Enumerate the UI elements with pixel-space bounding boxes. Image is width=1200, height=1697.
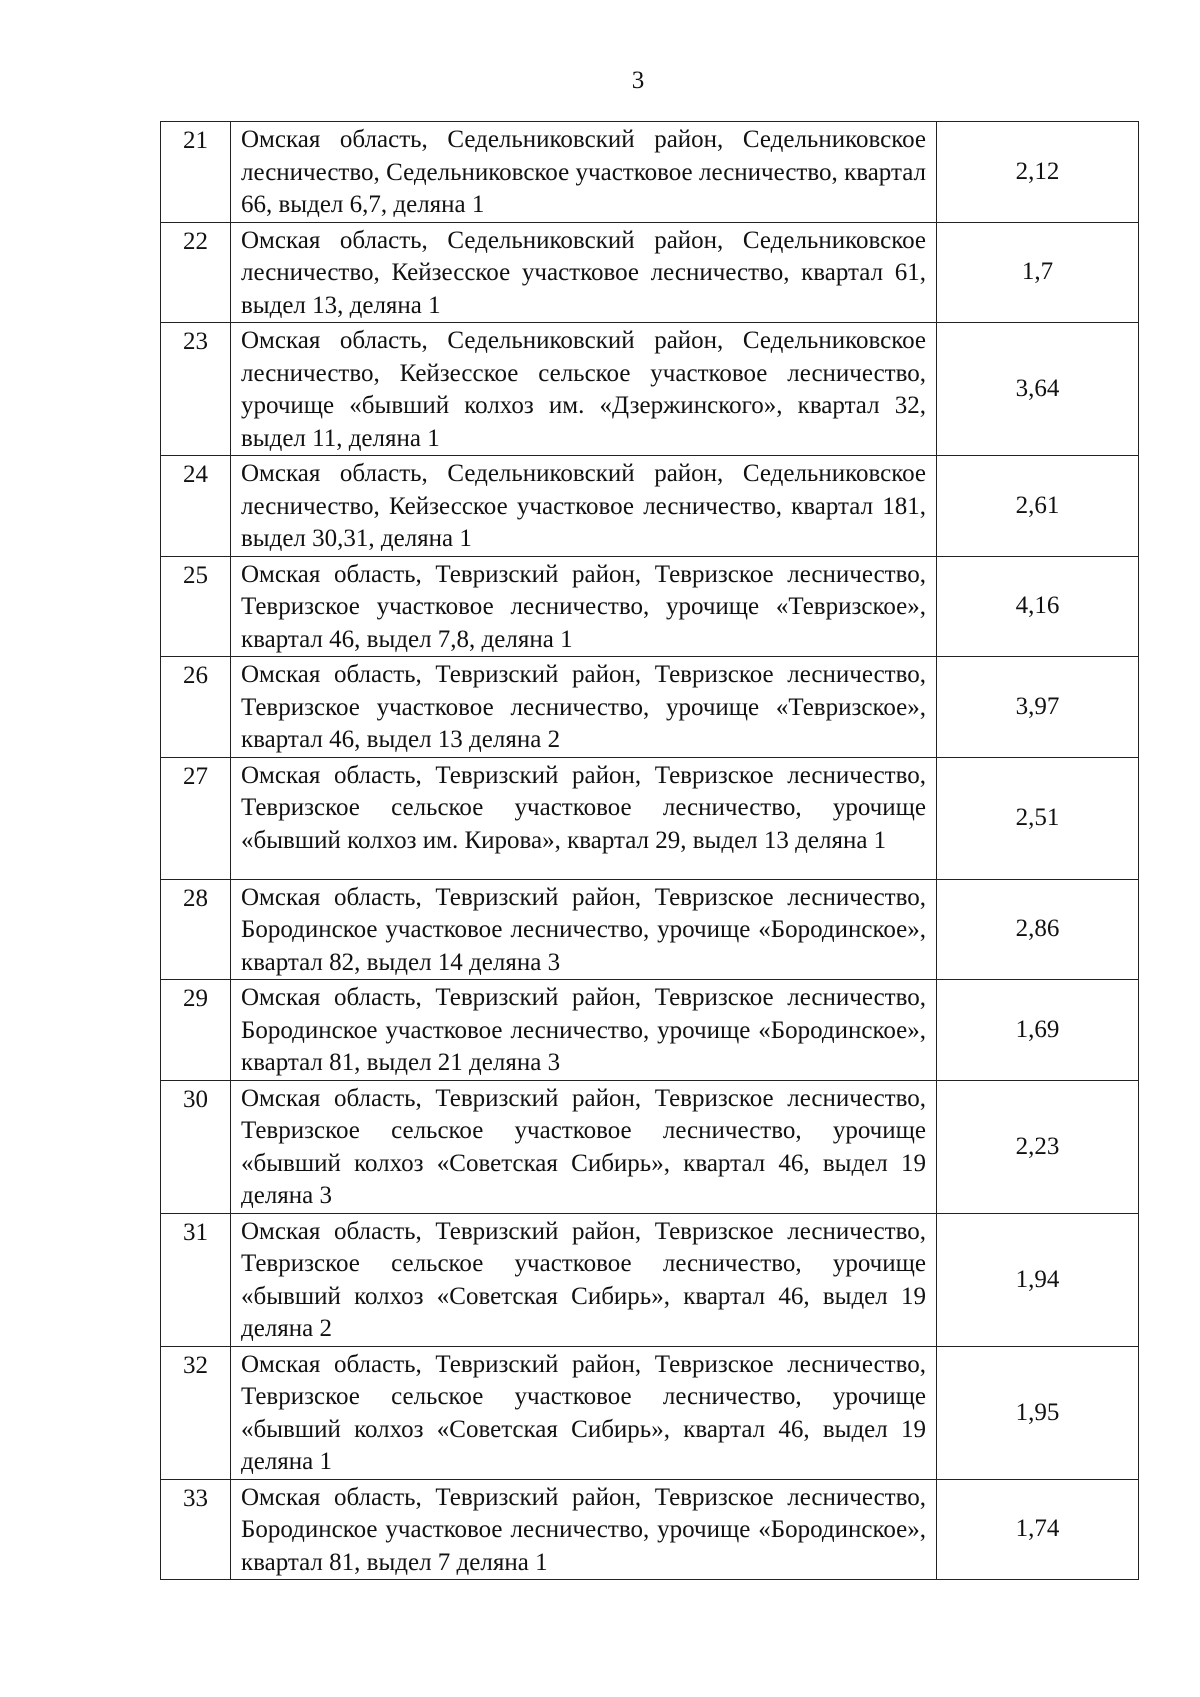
- row-number: 23: [161, 323, 231, 456]
- row-area: 3,64: [937, 323, 1139, 456]
- table-row: [161, 323, 1139, 456]
- table-row: [161, 222, 1139, 323]
- row-number: 25: [161, 556, 231, 657]
- row-location: [231, 556, 937, 657]
- row-number: 21: [161, 122, 231, 223]
- location-text: Омская область, Тевризский район, Тевризское лесничество, Тевризское сельское участковое лесничество, урочище «бывший колхоз «Советская Сибирь», квартал 46, выдел 19 деляна 1: [241, 1350, 926, 1475]
- row-location: [231, 323, 937, 456]
- row-location: [231, 757, 937, 879]
- row-number: 32: [161, 1346, 231, 1479]
- forest-plots-table: [160, 121, 1139, 1580]
- row-location: [231, 122, 937, 223]
- row-number: 27: [161, 757, 231, 879]
- location-text: Омская область, Тевризский район, Тевризское лесничество, Бородинское участковое лесничество, урочище «Бородинское», квартал 82, выдел 14 деляна 3: [241, 883, 926, 976]
- table-row: [161, 1080, 1139, 1213]
- row-number: 31: [161, 1213, 231, 1346]
- row-location: [231, 456, 937, 557]
- location-text: Омская область, Тевризский район, Тевризское лесничество, Тевризское участковое лесничество, урочище «Тевризское», квартал 46, выдел 13 деляна 2: [241, 661, 926, 753]
- row-location: [231, 1479, 937, 1580]
- table-body: [161, 122, 1139, 1580]
- table-row: [161, 556, 1139, 657]
- location-text: Омская область, Тевризский район, Тевризское лесничество, Бородинское участковое лесничество, урочище «Бородинское», квартал 81, выдел 21 деляна 3: [241, 984, 926, 1076]
- row-area: 2,61: [937, 456, 1139, 557]
- row-number: 26: [161, 657, 231, 758]
- table-row: [161, 980, 1139, 1081]
- row-area: 1,7: [937, 222, 1139, 323]
- row-location: [231, 1346, 937, 1479]
- row-area: 1,95: [937, 1346, 1139, 1479]
- row-area: 2,12: [937, 122, 1139, 223]
- row-area: 1,74: [937, 1479, 1139, 1580]
- table-row: [161, 1346, 1139, 1479]
- row-number: 33: [161, 1479, 231, 1580]
- row-number: 22: [161, 222, 231, 323]
- location-text: Омская область, Тевризский район, Тевризское лесничество, Тевризское сельское участковое лесничество, урочище «бывший колхоз им. Кирова», квартал 29, выдел 13 деляна 1: [241, 761, 926, 854]
- row-area: 3,97: [937, 657, 1139, 758]
- row-location: [231, 222, 937, 323]
- row-number: 29: [161, 980, 231, 1081]
- location-text: Омская область, Тевризский район, Тевризское лесничество, Тевризское участковое лесничество, урочище «Тевризское», квартал 46, выдел 7,8, деляна 1: [241, 560, 926, 653]
- location-text: Омская область, Седельниковский район, Седельниковское лесничество, Кейзесское сельское участковое лесничество, урочище «бывший колхоз им. «Дзержинского», квартал 32, выдел 11, деляна 1: [241, 327, 926, 452]
- row-area: 4,16: [937, 556, 1139, 657]
- location-text: Омская область, Седельниковский район, Седельниковское лесничество, Седельниковское участковое лесничество, квартал 66, выдел 6,7, деляна 1: [241, 126, 926, 218]
- location-text: Омская область, Тевризский район, Тевризское лесничество, Тевризское сельское участковое лесничество, урочище «бывший колхоз «Советская Сибирь», квартал 46, выдел 19 деляна 2: [241, 1217, 926, 1342]
- row-area: 2,51: [937, 757, 1139, 879]
- location-text: Омская область, Седельниковский район, Седельниковское лесничество, Кейзесское участковое лесничество, квартал 181, выдел 30,31, деляна 1: [241, 460, 926, 552]
- location-text: Омская область, Седельниковский район, Седельниковское лесничество, Кейзесское участковое лесничество, квартал 61, выдел 13, деляна 1: [241, 226, 926, 319]
- row-area: 1,69: [937, 980, 1139, 1081]
- row-number: 28: [161, 879, 231, 980]
- table-row: [161, 122, 1139, 223]
- row-number: 24: [161, 456, 231, 557]
- row-area: 2,86: [937, 879, 1139, 980]
- row-location: [231, 657, 937, 758]
- row-area: 2,23: [937, 1080, 1139, 1213]
- row-area: 1,94: [937, 1213, 1139, 1346]
- location-text: Омская область, Тевризский район, Тевризское лесничество, Тевризское сельское участковое лесничество, урочище «бывший колхоз «Советская Сибирь», квартал 46, выдел 19 деляна 3: [241, 1084, 926, 1209]
- row-number: 30: [161, 1080, 231, 1213]
- location-text: Омская область, Тевризский район, Тевризское лесничество, Бородинское участковое лесничество, урочище «Бородинское», квартал 81, выдел 7 деляна 1: [241, 1483, 926, 1576]
- page-number: 3: [631, 67, 645, 94]
- table-row: [161, 657, 1139, 758]
- row-location: [231, 1080, 937, 1213]
- row-location: [231, 879, 937, 980]
- table-row: [161, 456, 1139, 557]
- row-location: [231, 1213, 937, 1346]
- table-row: [161, 757, 1139, 879]
- table-row: [161, 1213, 1139, 1346]
- row-location: [231, 980, 937, 1081]
- table-row: [161, 1479, 1139, 1580]
- table-row: [161, 879, 1139, 980]
